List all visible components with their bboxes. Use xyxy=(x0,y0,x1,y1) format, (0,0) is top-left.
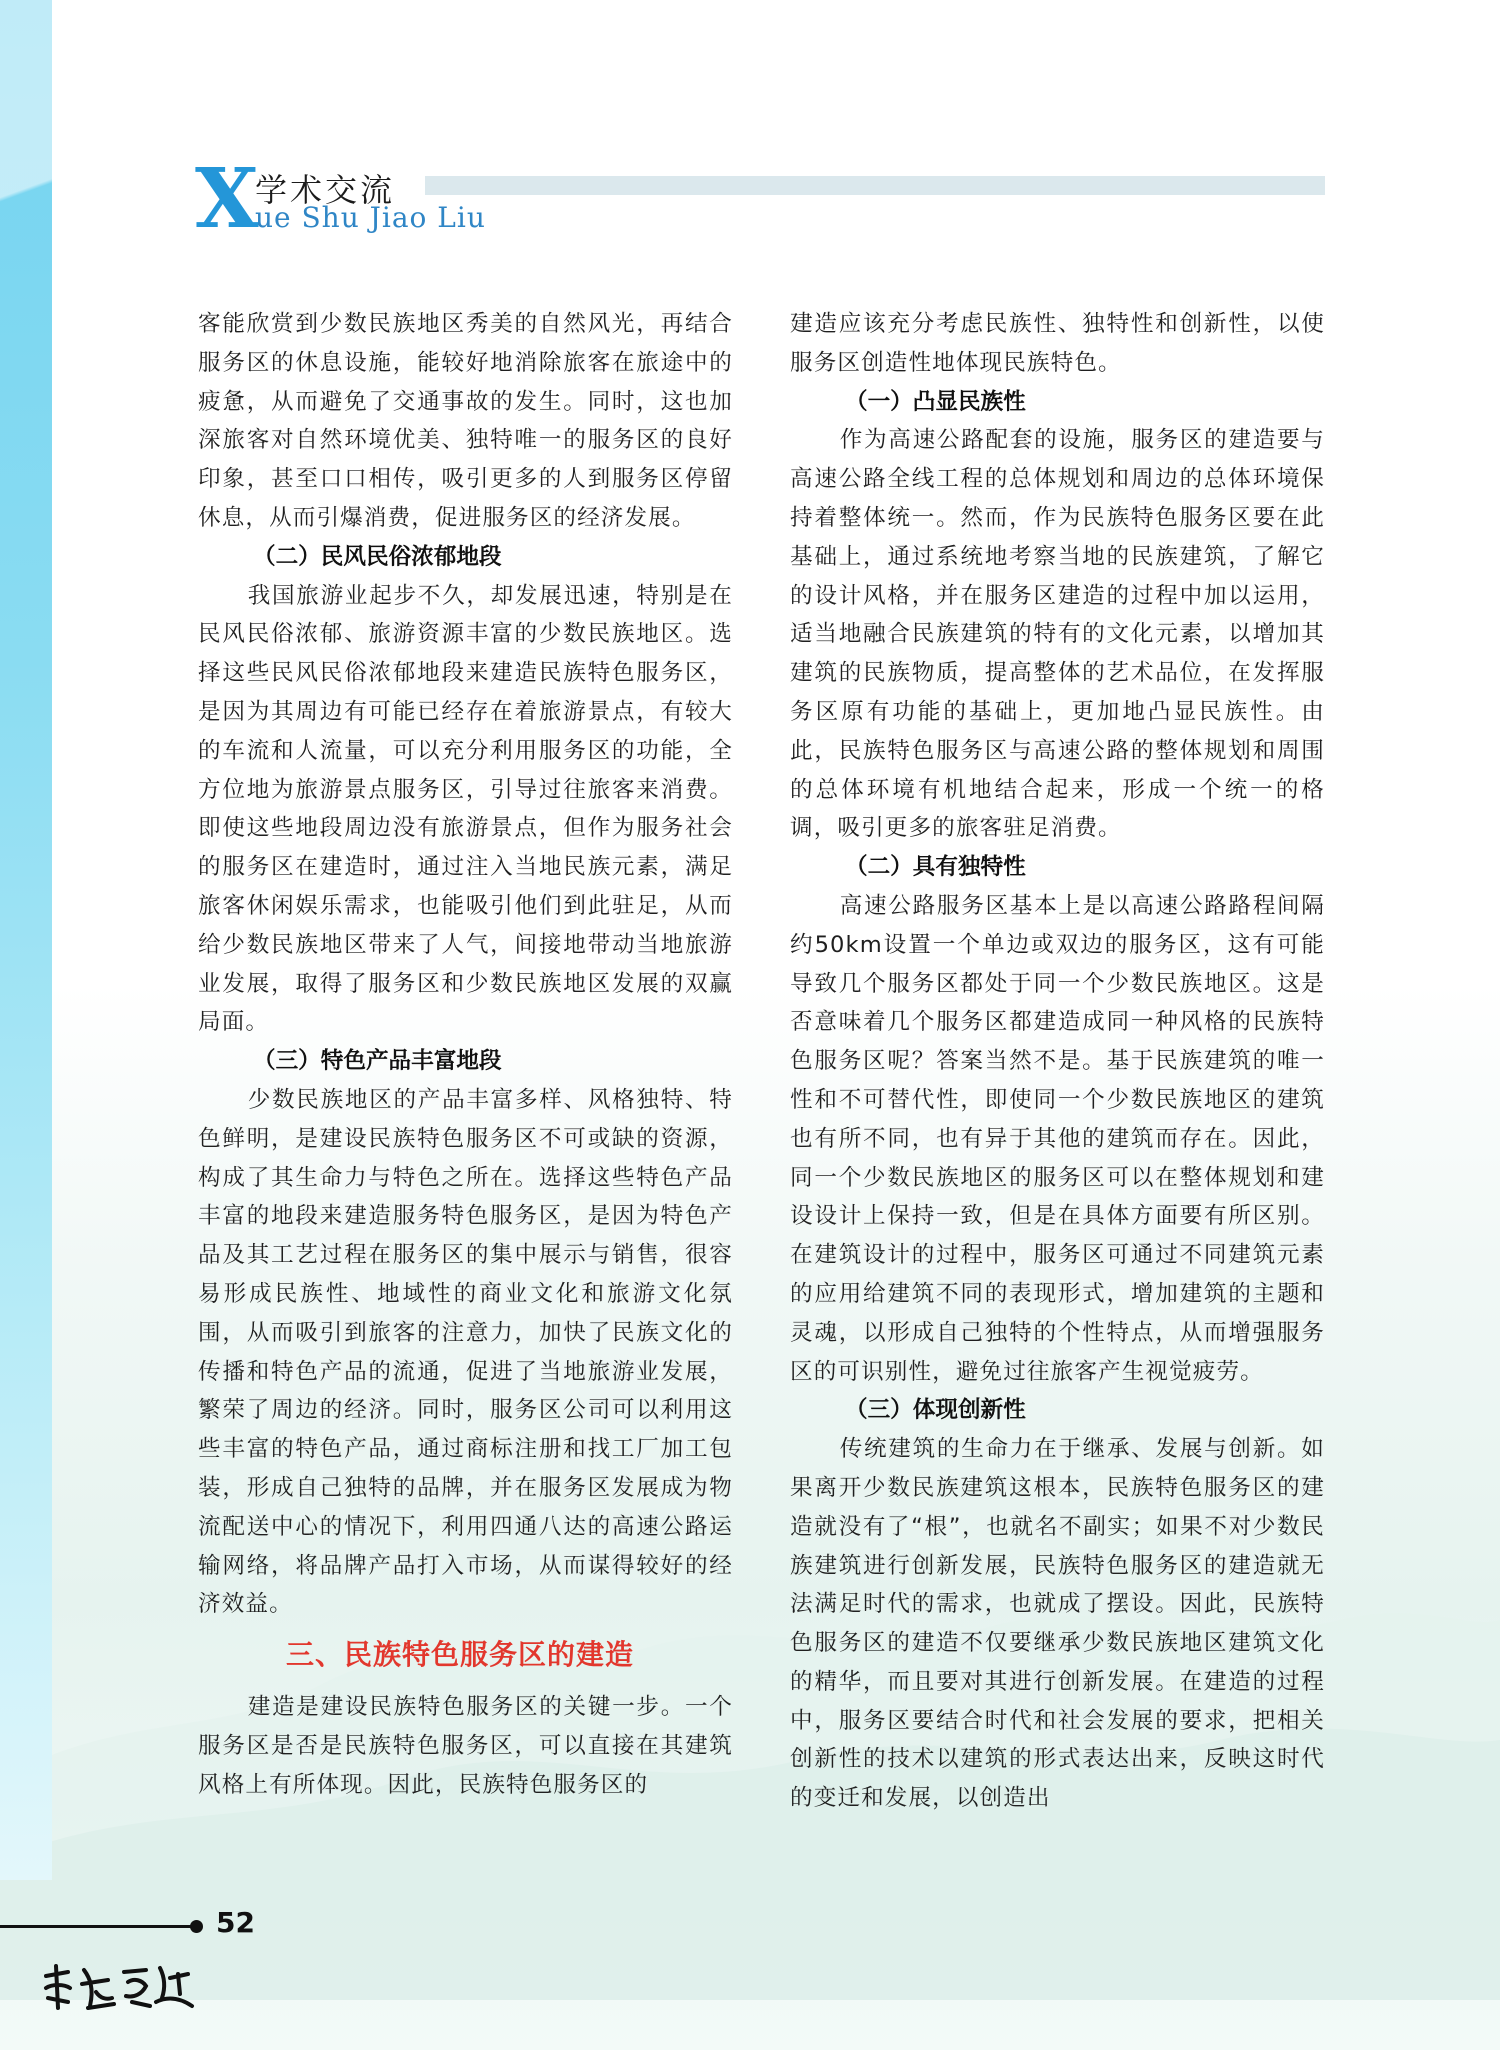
body-paragraph: 客能欣赏到少数民族地区秀美的自然风光，再结合服务区的休息设施，能较好地消除旅客在旅途中的疲惫，从而避免了交通事故的发生。同时，这也加深旅客对自然环境优美、独特唯一的服务区的良好印象，甚至口口相传，吸引更多的人到服务区停留休息，从而引爆消费，促进服务区的经济发展。 xyxy=(198,311,733,531)
right-text-column xyxy=(790,305,1325,1818)
subsection-heading: （三）特色产品丰富地段 xyxy=(253,1048,502,1075)
body-paragraph: 传统建筑的生命力在于继承、发展与创新。如果离开少数民族建筑这根本，民族特色服务区的建造就没有了“根”，也就名不副实；如果不对少数民族建筑进行创新发展，民族特色服务区的建造就无法满足时代的需求，也就成了摆设。因此，民族特色服务区的建造不仅要继承少数民族地区建筑文化的精华，而且要对其进行创新发展。在建造的过程中，服务区要结合时代和社会发展的要求，把相关创新性的技术以建筑的形式表达出来，反映这时代的变迁和发展，以创造出 xyxy=(790,1436,1325,1812)
page-number: 52 xyxy=(216,1906,255,1939)
section-title-pinyin: ue Shu Jiao Liu xyxy=(255,201,486,234)
footer-dot xyxy=(190,1920,203,1933)
body-paragraph: 建造是建设民族特色服务区的关键一步。一个服务区是否是民族特色服务区，可以直接在其建筑风格上有所体现。因此，民族特色服务区的 xyxy=(198,1694,733,1798)
section-title: 学术交流 xyxy=(255,171,396,209)
left-band-highlight xyxy=(0,0,52,420)
body-paragraph: 我国旅游业起步不久，却发展迅速，特别是在民风民俗浓郁、旅游资源丰富的少数民族地区。选择这些民风民俗浓郁地段来建造民族特色服务区，是因为其周边有可能已经存在着旅游景点，有较大的车流和人流量，可以充分利用服务区的功能，全方位地为旅游景点服务区，引导过往旅客来消费。即使这些地段周边没有旅游景点，但作为服务社会的服务区在建造时，通过注入当地民族元素，满足旅客休闲娱乐需求，也能吸引他们到此驻足，从而给少数民族地区带来了人气，间接地带动当地旅游业发展，取得了服务区和少数民族地区发展的双赢局面。 xyxy=(198,582,733,1036)
section-initial-letter: X xyxy=(195,151,259,247)
body-paragraph: 作为高速公路配套的设施，服务区的建造要与高速公路全线工程的总体规划和周边的总体环境保持着整体统一。然而，作为民族特色服务区要在此基础上，通过系统地考察当地的民族建筑，了解它的设计风格，并在服务区建造的过程中加以运用，适当地融合民族建筑的特有的文化元素，以增加其建筑的民族物质，提高整体的艺术品位，在发挥服务区原有功能的基础上，更加地凸显民族性。由此，民族特色服务区与高速公路的整体规划和周围的总体环境有机地结合起来，形成一个统一的格调，吸引更多的旅客驻足消费。 xyxy=(790,427,1325,842)
subsection-heading: （二）具有独特性 xyxy=(845,854,1026,881)
magazine-logo-calligraphy xyxy=(38,1958,198,2018)
left-text-column xyxy=(198,305,733,1804)
body-paragraph: 高速公路服务区基本上是以高速公路路程间隔约50km设置一个单边或双边的服务区，这有可能导致几个服务区都处于同一个少数民族地区。这是否意味着几个服务区都建造成同一种风格的民族特色服务区呢？答案当然不是。基于民族建筑的唯一性和不可替代性，即使同一个少数民族地区的建筑也有所不同，也有异于其他的建筑而存在。因此，同一个少数民族地区的服务区可以在整体规划和建设设计上保持一致，但是在具体方面要有所区别。在建筑设计的过程中，服务区可通过不同建筑元素的应用给建筑不同的表现形式，增加建筑的主题和灵魂，以形成自己独特的个性特点，从而增强服务区的可识别性，避免过往旅客产生视觉疲劳。 xyxy=(790,892,1325,1385)
header-bar xyxy=(425,176,1325,195)
subsection-heading: （一）凸显民族性 xyxy=(845,388,1026,415)
subsection-heading: （二）民风民俗浓郁地段 xyxy=(253,543,502,570)
subsection-heading: （三）体现创新性 xyxy=(845,1397,1026,1424)
body-paragraph: 建造应该充分考虑民族性、独特性和创新性，以使服务区创造性地体现民族特色。 xyxy=(790,311,1325,376)
footer-rule xyxy=(0,1925,196,1928)
body-paragraph: 少数民族地区的产品丰富多样、风格独特、特色鲜明，是建设民族特色服务区不可或缺的资源，构成了其生命力与特色之所在。选择这些特色产品丰富的地段来建造服务特色服务区，是因为特色产品及其工艺过程在服务区的集中展示与销售，很容易形成民族性、地域性的商业文化和旅游文化氛围，从而吸引到旅客的注意力，加快了民族文化的传播和特色产品的流通，促进了当地旅游业发展，繁荣了周边的经济。同时，服务区公司可以利用这些丰富的特色产品，通过商标注册和找工厂加工包装，形成自己独特的品牌，并在服务区发展成为物流配送中心的情况下，利用四通八达的高速公路运输网络，将品牌产品打入市场，从而谋得较好的经济效益。 xyxy=(198,1086,733,1618)
section-heading: 三、民族特色服务区的建造 xyxy=(286,1638,635,1672)
